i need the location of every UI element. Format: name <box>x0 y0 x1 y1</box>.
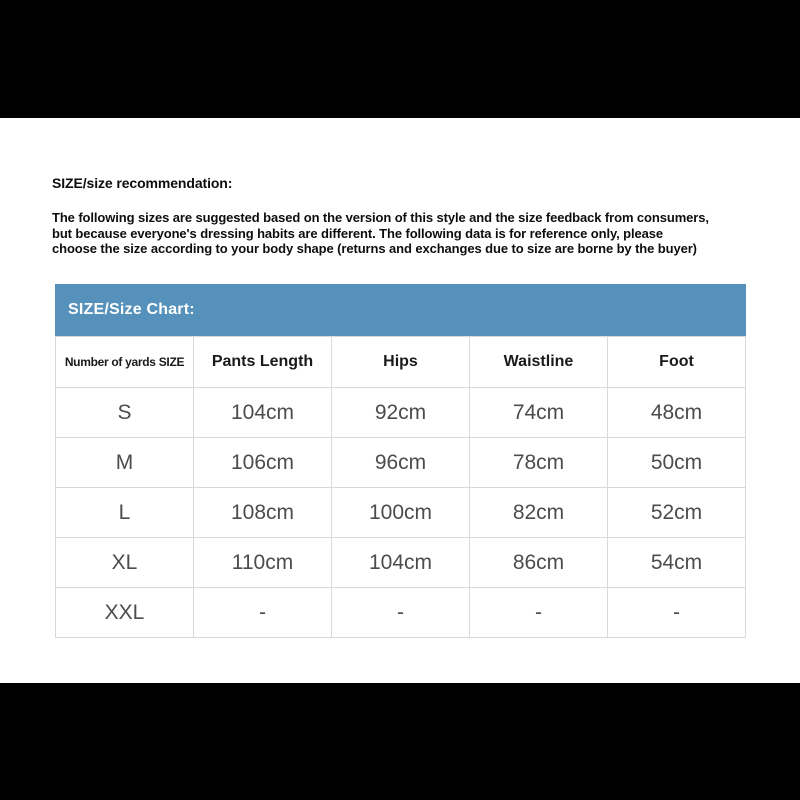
column-header-pants-length: Pants Length <box>194 337 332 388</box>
hips-cell: 104cm <box>332 538 470 588</box>
foot-cell: 48cm <box>608 388 746 438</box>
waistline-cell: 86cm <box>470 538 608 588</box>
pants-length-cell: 108cm <box>194 488 332 538</box>
waistline-cell: - <box>470 588 608 638</box>
size-chart-title-bar <box>55 284 746 336</box>
hips-cell: 100cm <box>332 488 470 538</box>
size-chart-title: SIZE/Size Chart: <box>68 301 195 318</box>
recommendation-heading: SIZE/size recommendation: <box>52 175 233 191</box>
letterbox-top <box>0 0 800 118</box>
hips-cell: 92cm <box>332 388 470 438</box>
size-cell: XL <box>56 538 194 588</box>
size-cell: M <box>56 438 194 488</box>
column-header-size: Number of yards SIZE <box>56 337 194 388</box>
size-cell: L <box>56 488 194 538</box>
table-row-s <box>56 388 746 438</box>
table-row-m <box>56 438 746 488</box>
pants-length-cell: 104cm <box>194 388 332 438</box>
table-header-row <box>56 337 746 388</box>
size-chart-table <box>55 336 746 638</box>
foot-cell: 52cm <box>608 488 746 538</box>
table-row-xl <box>56 538 746 588</box>
waistline-cell: 78cm <box>470 438 608 488</box>
letterbox-bottom <box>0 683 800 800</box>
pants-length-cell: - <box>194 588 332 638</box>
size-cell: S <box>56 388 194 438</box>
recommendation-line-3: choose the size according to your body shape (returns and exchanges due to size are borne by the buyer) <box>52 241 697 256</box>
foot-cell: 54cm <box>608 538 746 588</box>
waistline-cell: 82cm <box>470 488 608 538</box>
hips-cell: - <box>332 588 470 638</box>
table-row-xxl <box>56 588 746 638</box>
hips-cell: 96cm <box>332 438 470 488</box>
foot-cell: - <box>608 588 746 638</box>
pants-length-cell: 110cm <box>194 538 332 588</box>
recommendation-paragraph <box>52 210 709 257</box>
column-header-waistline: Waistline <box>470 337 608 388</box>
pants-length-cell: 106cm <box>194 438 332 488</box>
foot-cell: 50cm <box>608 438 746 488</box>
waistline-cell: 74cm <box>470 388 608 438</box>
recommendation-line-2: but because everyone's dressing habits are different. The following data is for reference only, please <box>52 225 664 241</box>
size-cell: XXL <box>56 588 194 638</box>
content-area <box>0 118 800 683</box>
column-header-hips: Hips <box>332 337 470 388</box>
table-row-l <box>56 488 746 538</box>
recommendation-line-1: The following sizes are suggested based on the version of this style and the size feedback from consumers, <box>52 210 709 225</box>
column-header-foot: Foot <box>608 337 746 388</box>
